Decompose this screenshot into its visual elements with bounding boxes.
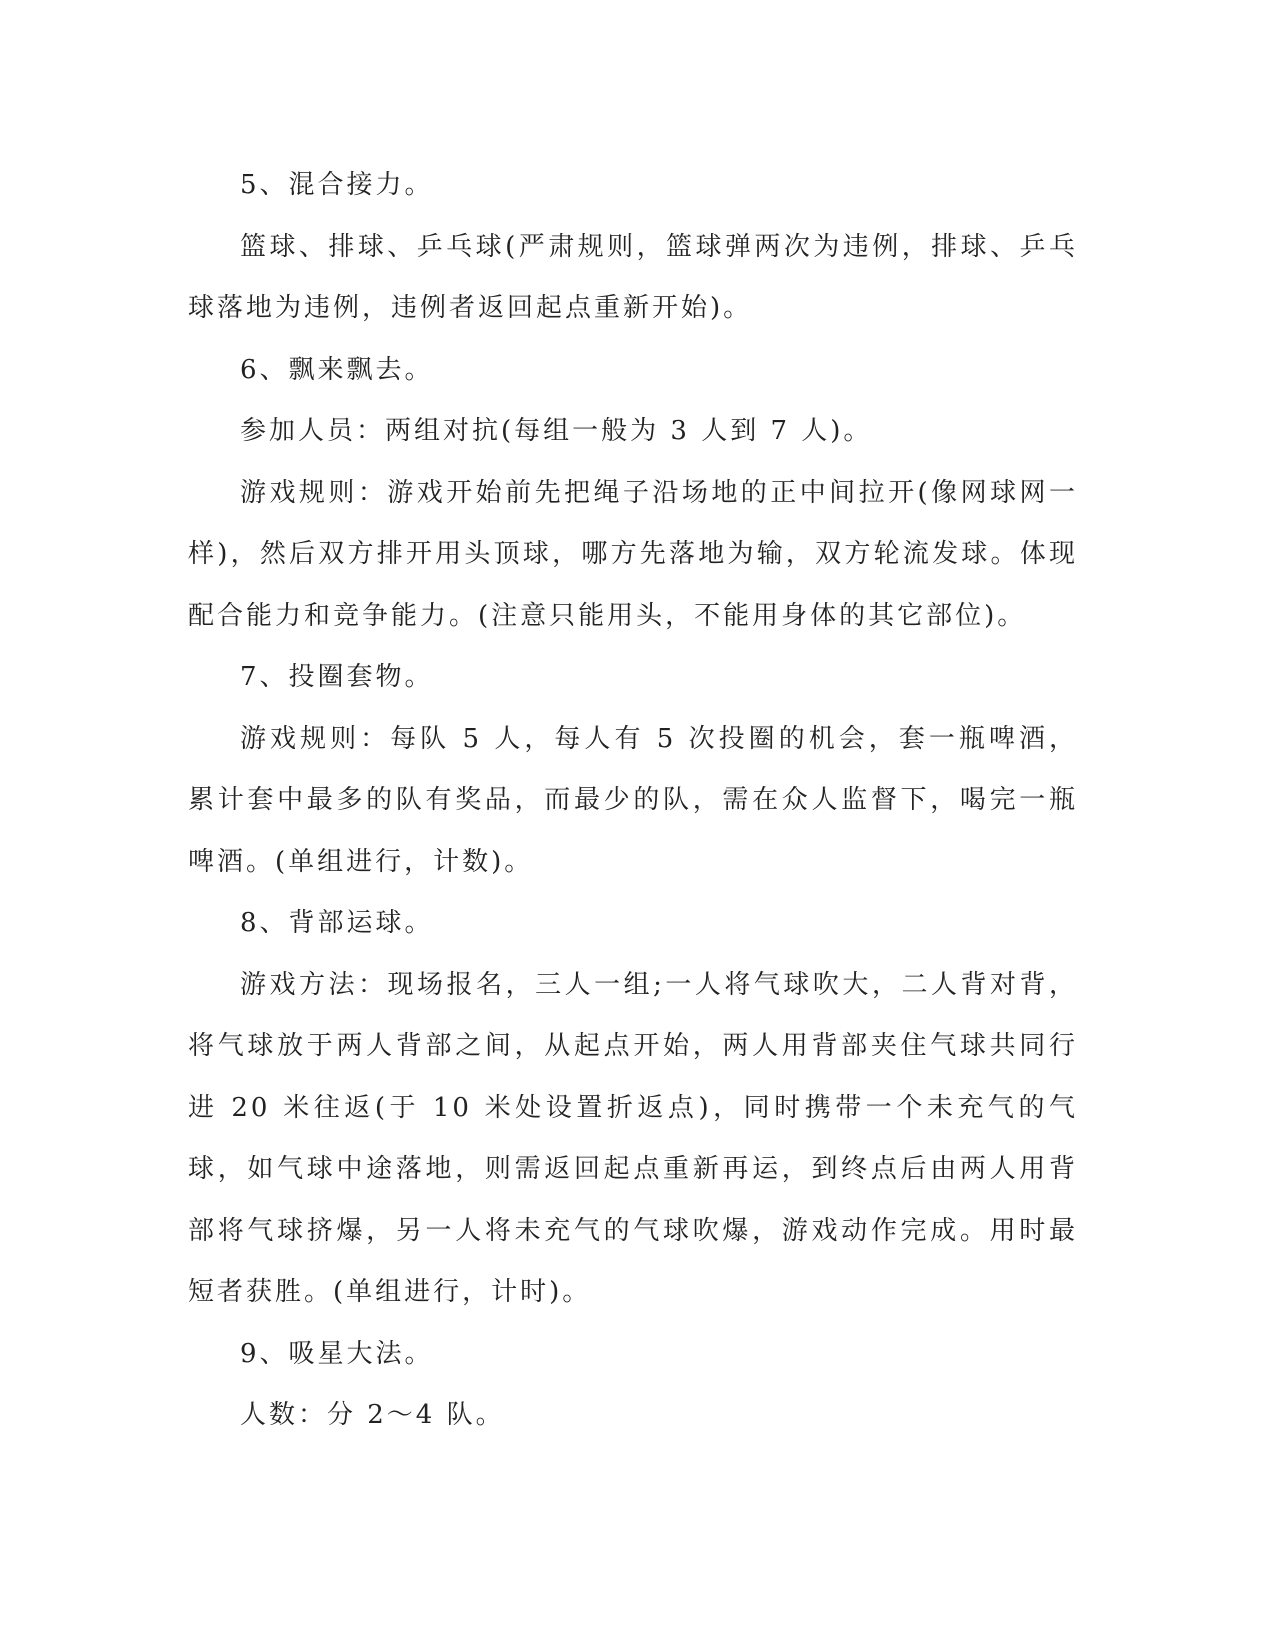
paragraph-floating-rules: 游戏规则：游戏开始前先把绳子沿场地的正中间拉开(像网球网一样)，然后双方排开用头顶球，哪方先落地为输，双方轮流发球。体现配合能力和竞争能力。(注意只能用头，不能用身体的其它部位)。 — [188, 477, 1078, 631]
section-heading-ring-toss: 7、投圈套物。 — [240, 662, 434, 692]
paragraph-star-suction-headcount: 人数：分 2～4 队。 — [240, 1400, 505, 1430]
paragraph-relay-rules: 篮球、排球、乒乓球(严肃规则，篮球弹两次为违例，排球、乒乓球落地为违例，违例者返回起点重新开始)。 — [188, 231, 1078, 323]
section-heading-relay: 5、混合接力。 — [240, 170, 434, 200]
paragraph-floating-participants: 参加人员：两组对抗(每组一般为 3 人到 7 人)。 — [240, 416, 873, 446]
section-heading-back-carry: 8、背部运球。 — [240, 908, 434, 938]
section-heading-floating: 6、飘来飘去。 — [240, 354, 434, 385]
paragraph-ring-toss-rules: 游戏规则：每队 5 人，每人有 5 次投圈的机会，套一瓶啤酒，累计套中最多的队有奖品，而最少的队，需在众人监督下，喝完一瓶啤酒。(单组进行，计数)。 — [188, 723, 1078, 877]
section-heading-star-suction: 9、吸星大法。 — [240, 1338, 434, 1369]
document-body — [188, 155, 1078, 1447]
paragraph-back-carry-method: 游戏方法：现场报名，三人一组;一人将气球吹大，二人背对背，将气球放于两人背部之间，从起点开始，两人用背部夹住气球共同行进 20 米往返(于 10 米处设置折返点)，同时携带一个未充气的气球，如气球中途落地，则需返回起点重新再运，到终点后由两人用背部将气球挤爆，另一人将未充气的气球吹爆，游戏动作完成。用时最短者获胜。(单组进行，计时)。 — [188, 969, 1078, 1307]
